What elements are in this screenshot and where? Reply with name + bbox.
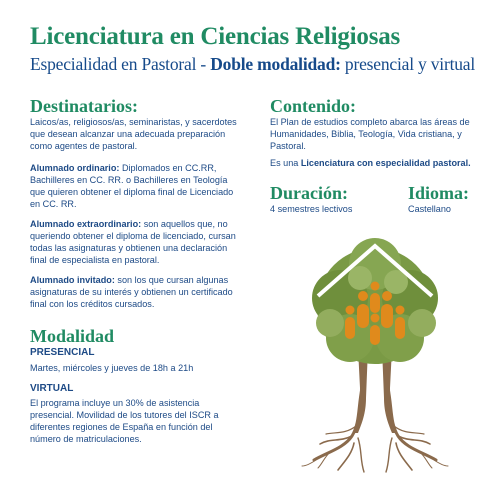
contenido-note	[270, 157, 480, 169]
tree-roots	[302, 388, 448, 472]
contenido-heading: Contenido:	[270, 96, 357, 116]
contenido-text: El Plan de estudios completo abarca las áreas de Humanidades, Biblia, Teología, Vida cristiana, y Pastoral.	[270, 117, 470, 151]
invitado-text: son los que cursan algunas asignaturas de su interés y obtienen un certificado final con los créditos cursados.	[30, 275, 233, 309]
idioma-heading: Idioma:	[408, 183, 470, 203]
contenido-note-prefix: Es una	[270, 158, 301, 168]
modalidad-heading: Modalidad	[30, 326, 115, 346]
alumnado-ordinario	[30, 162, 238, 210]
virtual-text: El programa incluye un 30% de asistencia presencial. Movilidad de los tutores del ISCR a diferentes regiones de España en función del número de matriculaciones.	[30, 398, 219, 444]
virtual-label: VIRTUAL	[30, 383, 74, 394]
destinatarios-heading: Destinatarios:	[30, 96, 138, 116]
invitado-label: Alumnado invitado:	[30, 275, 115, 285]
page-title: Licenciatura en Ciencias Religiosas	[30, 23, 401, 50]
ordinario-text: Diplomados en CC.RR, Bachilleres en CC. RR. o Bachilleres en Teología que quieren obtener el diploma final de Licenciado en CC. RR.	[30, 163, 234, 209]
ordinario-label: Alumnado ordinario:	[30, 163, 120, 173]
contenido-note-bold: Licenciatura con especialidad pastoral.	[300, 158, 471, 168]
subtitle-bold: Doble modalidad:	[210, 54, 341, 74]
page-subtitle	[30, 53, 490, 75]
subtitle-part2: presencial y virtual	[340, 54, 476, 74]
extraordinario-text: son aquellos que, no queriendo obtener el diploma de licenciado, cursan todas las asignaturas y obtienen una declaración final de especialista en pastoral.	[30, 219, 236, 265]
subtitle-part1: Especialidad en Pastoral -	[30, 54, 211, 74]
alumnado-invitado	[30, 274, 238, 310]
alumnado-extraordinario	[30, 218, 238, 266]
extraordinario-label: Alumnado extraordinario:	[30, 219, 142, 229]
duracion-text: 4 semestres lectivos	[270, 204, 353, 214]
presencial-text: Martes, miércoles y jueves de 18h a 21h	[30, 363, 194, 373]
destinatarios-intro: Laicos/as, religiosos/as, seminaristas, y sacerdotes que desean alcanzar una adecuada preparación como agentes de pastoral.	[30, 117, 237, 151]
duracion-heading: Duración:	[270, 183, 348, 203]
presencial-label: PRESENCIAL	[30, 347, 95, 358]
idioma-text: Castellano	[408, 204, 451, 214]
tree-illustration	[300, 238, 450, 478]
